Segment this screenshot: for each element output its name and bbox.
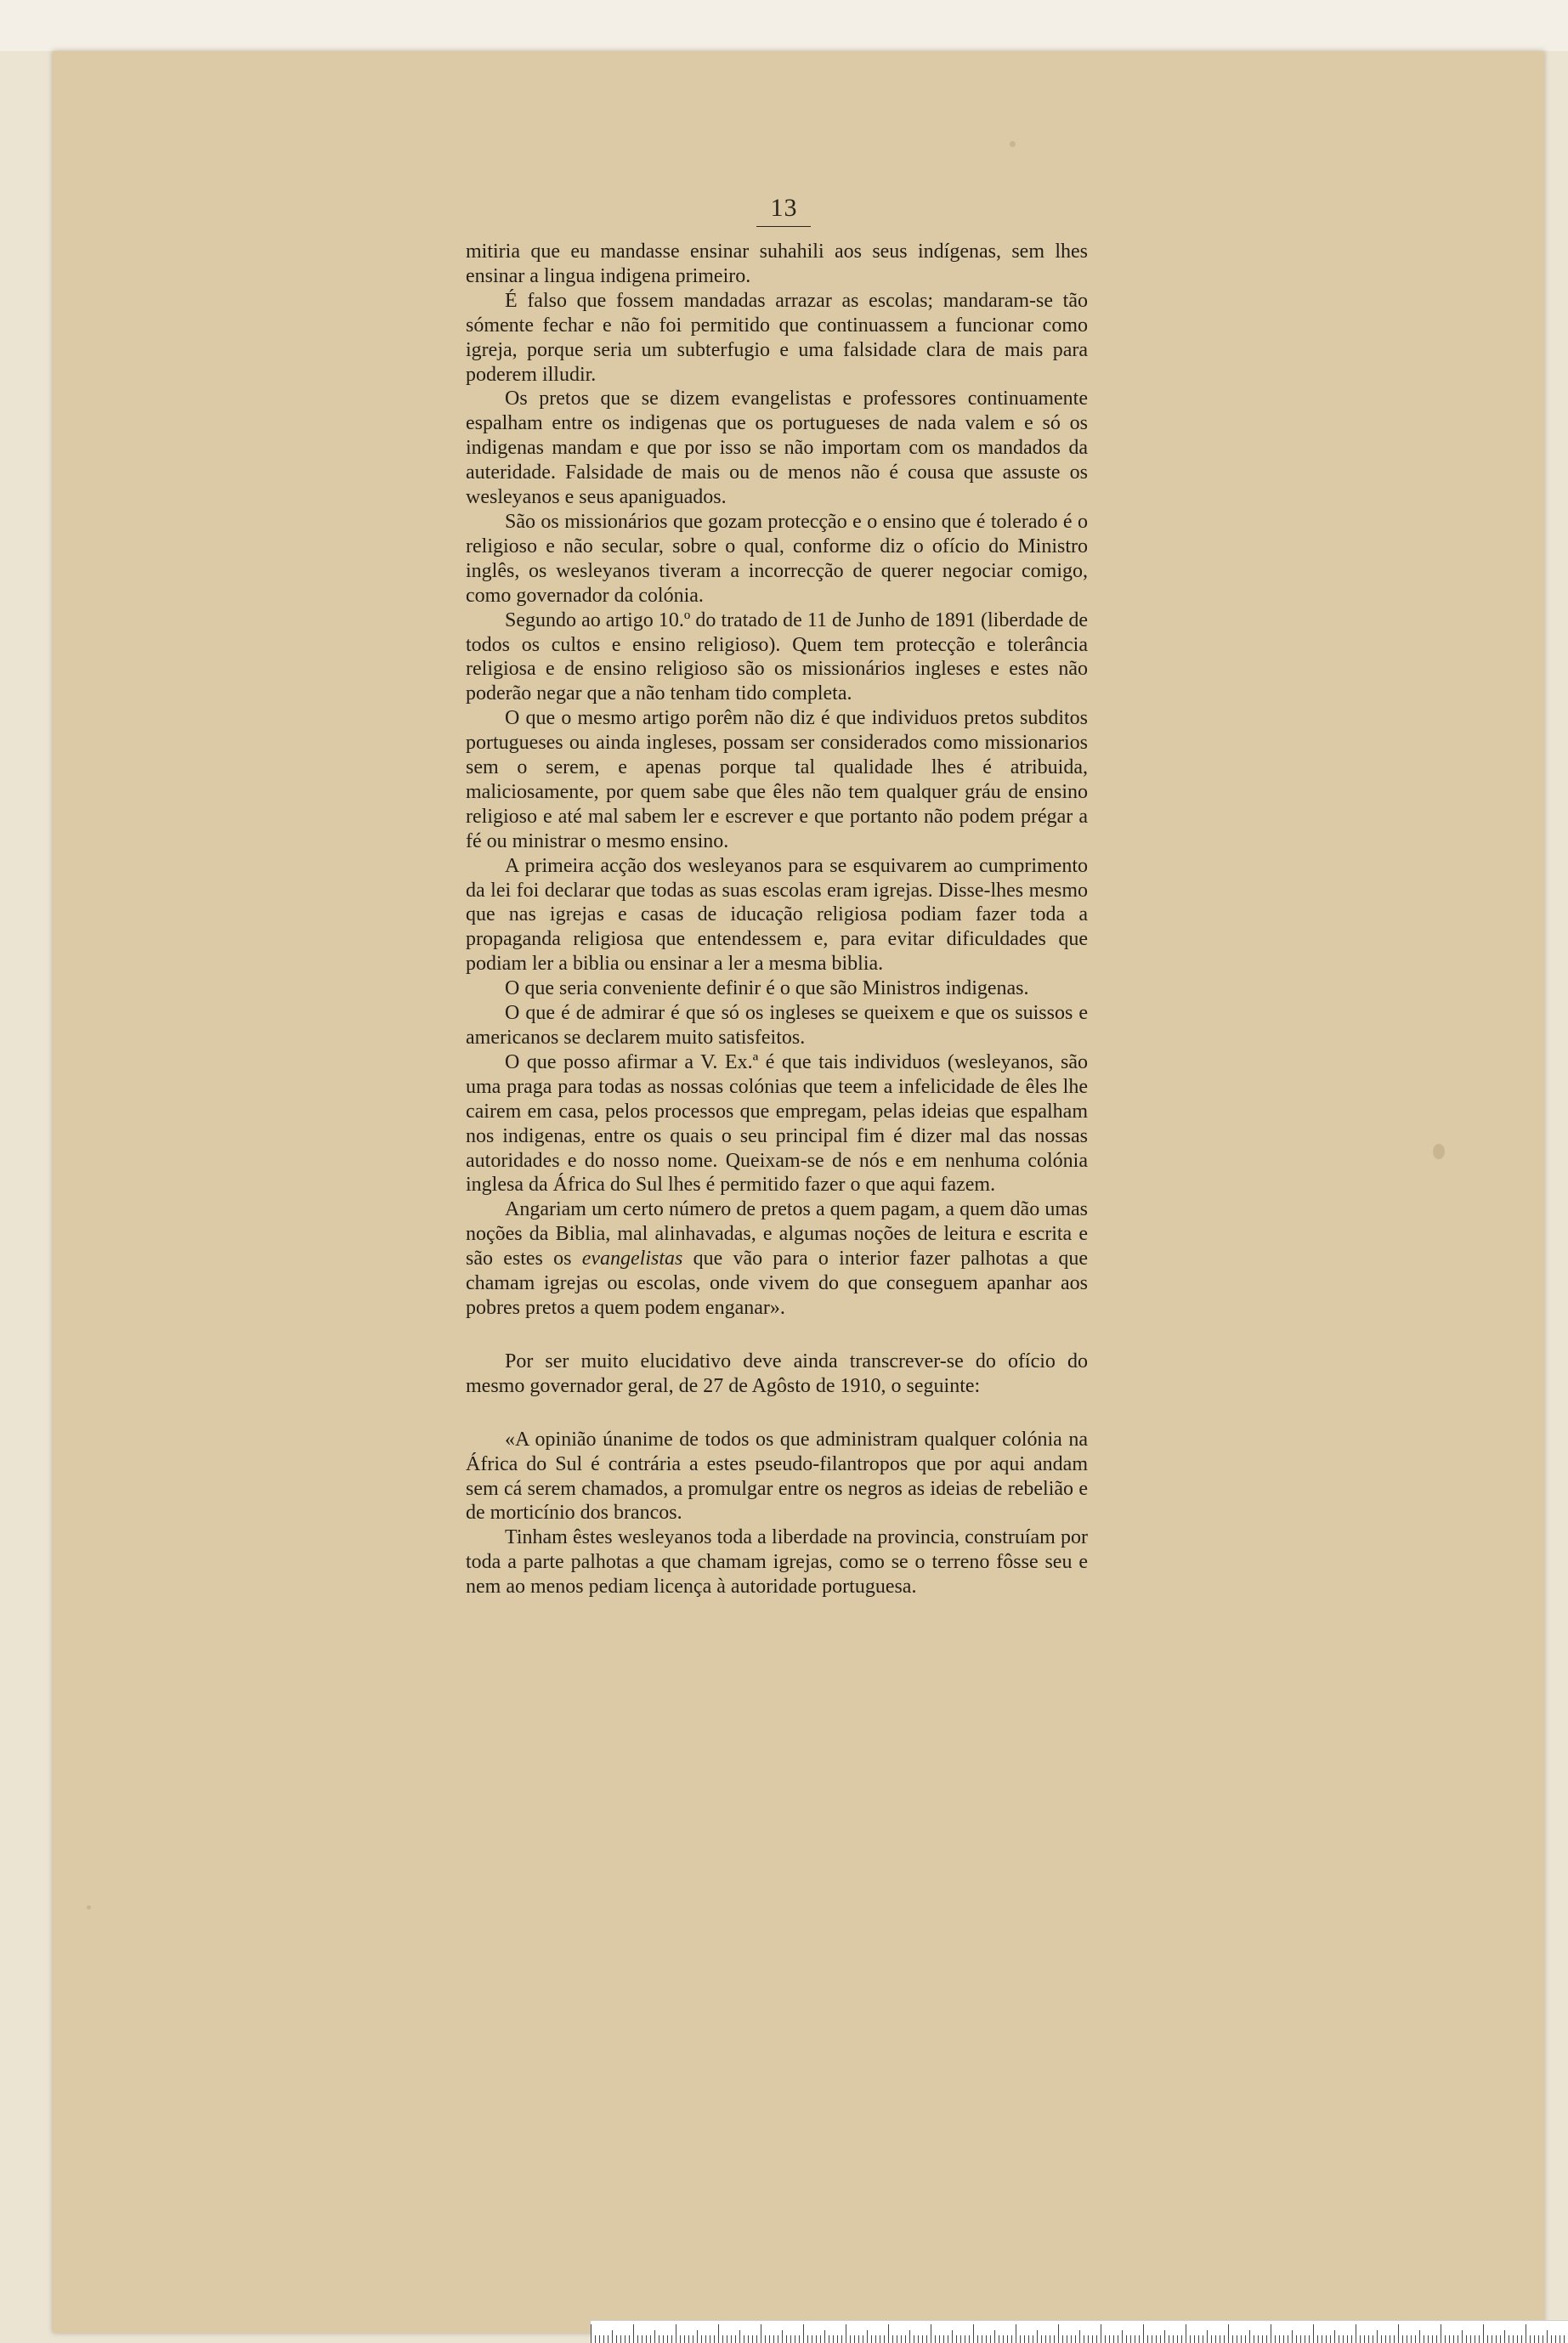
paragraph: A primeira acção dos wesleyanos para se esquivarem ao cumprimento da lei foi declarar que todas as suas escolas eram igrejas. Disse-lhes mesmo que nas igrejas e casas de iducação religiosa podiam fazer toda a propaganda religiosa que entendessem e, para evitar dificuldades que podiam ler a biblia ou ensinar a ler a mesma biblia. [466,854,1088,976]
paragraph-angariam [466,1197,1088,1321]
paragraph: O que é de admirar é que só os ingleses se queixem e que os suissos e americanos se declarem muito satisfeitos. [466,1002,1088,1049]
paragraph: O que posso afirmar a V. Ex.ª é que tais individuos (wesleyanos, são uma praga para todas as nossas colónias que teem a infelicidade de êles lhe cairem em casa, pelos processos que empregam, pelas ideias que espalham nos indigenas, entre os quais o seu principal fim é dizer mal das nossas autoridades e do nosso nome. Queixam-se de nós e em nenhuma colónia inglesa da África do Sul lhes é permitido fazer o que aqui fazem. [466,1050,1088,1197]
paragraph: Os pretos que se dizem evangelistas e professores continuamente espalham entre os indigenas que os portugueses de nada valem e só os indigenas mandam e que por isso se não importam com os mandados da auteridade. Falsidade de mais ou de menos não é cousa que assuste os wesleyanos e seus apaniguados. [466,388,1088,509]
paper-stain [1010,141,1016,147]
paragraph: São os missionários que gozam protecção e o ensino que é tolerado é o religioso e não secular, sobre o qual, conforme diz o ofício do Ministro inglês, os wesleyanos tiveram a incorrecção de querer negociar comigo, como governador da colónia. [466,510,1088,607]
page-number-rule [756,226,811,227]
italic-term: evangelistas [581,1248,683,1271]
paragraph: É falso que fossem mandadas arrazar as escolas; mandaram-se tão sómente fechar e não foi permitido que continuassem a funcionar como igreja, porque seria um subterfugio e uma falsidade clara de mais para poderem illudir. [466,289,1088,386]
paragraph: O que o mesmo artigo porêm não diz é que individuos pretos subditos portugueses ou ainda ingleses, possam ser considerados como missionarios sem o serem, e apenas porque tal qualidade lhes é atribuida, maliciosamente, por quem sabe que êles não tem qualquer gráu de ensino religioso e até mal sabem ler e escrever e que portanto não podem prégar a fé ou ministrar o mesmo ensino. [466,707,1088,852]
scan-backdrop [0,0,1568,51]
paragraph: mitiria que eu mandasse ensinar suhahili aos seus indígenas, sem lhes ensinar a lingua indigena primeiro. [466,241,1088,287]
paragraph: Segundo ao artigo 10.º do tratado de 11 de Junho de 1891 (liberdade de todos os cultos e ensino religioso). Quem tem protecção e tolerância religiosa e de ensino religioso são os missionários ingleses e estes não poderão negar que a não tenham tido completa. [466,608,1088,705]
ruler-ticks [591,2321,1568,2343]
scale-ruler [591,2320,1568,2343]
page-number: 13 [770,194,798,222]
paper-stain [87,1905,91,1910]
paragraph: Por ser muito elucidativo deve ainda transcrever-se do ofício do mesmo governador geral, de 27 de Agôsto de 1910, o seguinte: [466,1350,1088,1397]
quoted-paragraph: «A opinião únanime de todos os que administram qualquer colónia na África do Sul é contrária a estes pseudo-filantropos que por aqui andam sem cá serem chamados, a promulgar entre os negros as ideias de rebelião e de morticínio dos brancos. [466,1428,1088,1525]
body-text [466,240,1088,1599]
paragraph-text: que vão para o interior fazer palhotas a que chamam igrejas ou escolas, onde vivem do que conseguem apanhar aos pobres pretos a quem podem enganar». [466,1248,1089,1319]
paper-stain [1433,1144,1445,1159]
quoted-paragraph: Tinham êstes wesleyanos toda a liberdade na provincia, construíam por toda a parte palhotas a que chamam igrejas, como se o terreno fôsse seu e nem ao menos pediam licença à autoridade portuguesa. [466,1526,1088,1599]
paragraph-text: Angariam um certo número de pretos a quem pagam, a quem dão umas noções da Biblia, mal alinhavadas, e algumas noções de leitura e escrita e são estes os [466,1198,1088,1271]
paragraph: O que seria conveniente definir é o que são Ministros indigenas. [505,977,1029,1000]
